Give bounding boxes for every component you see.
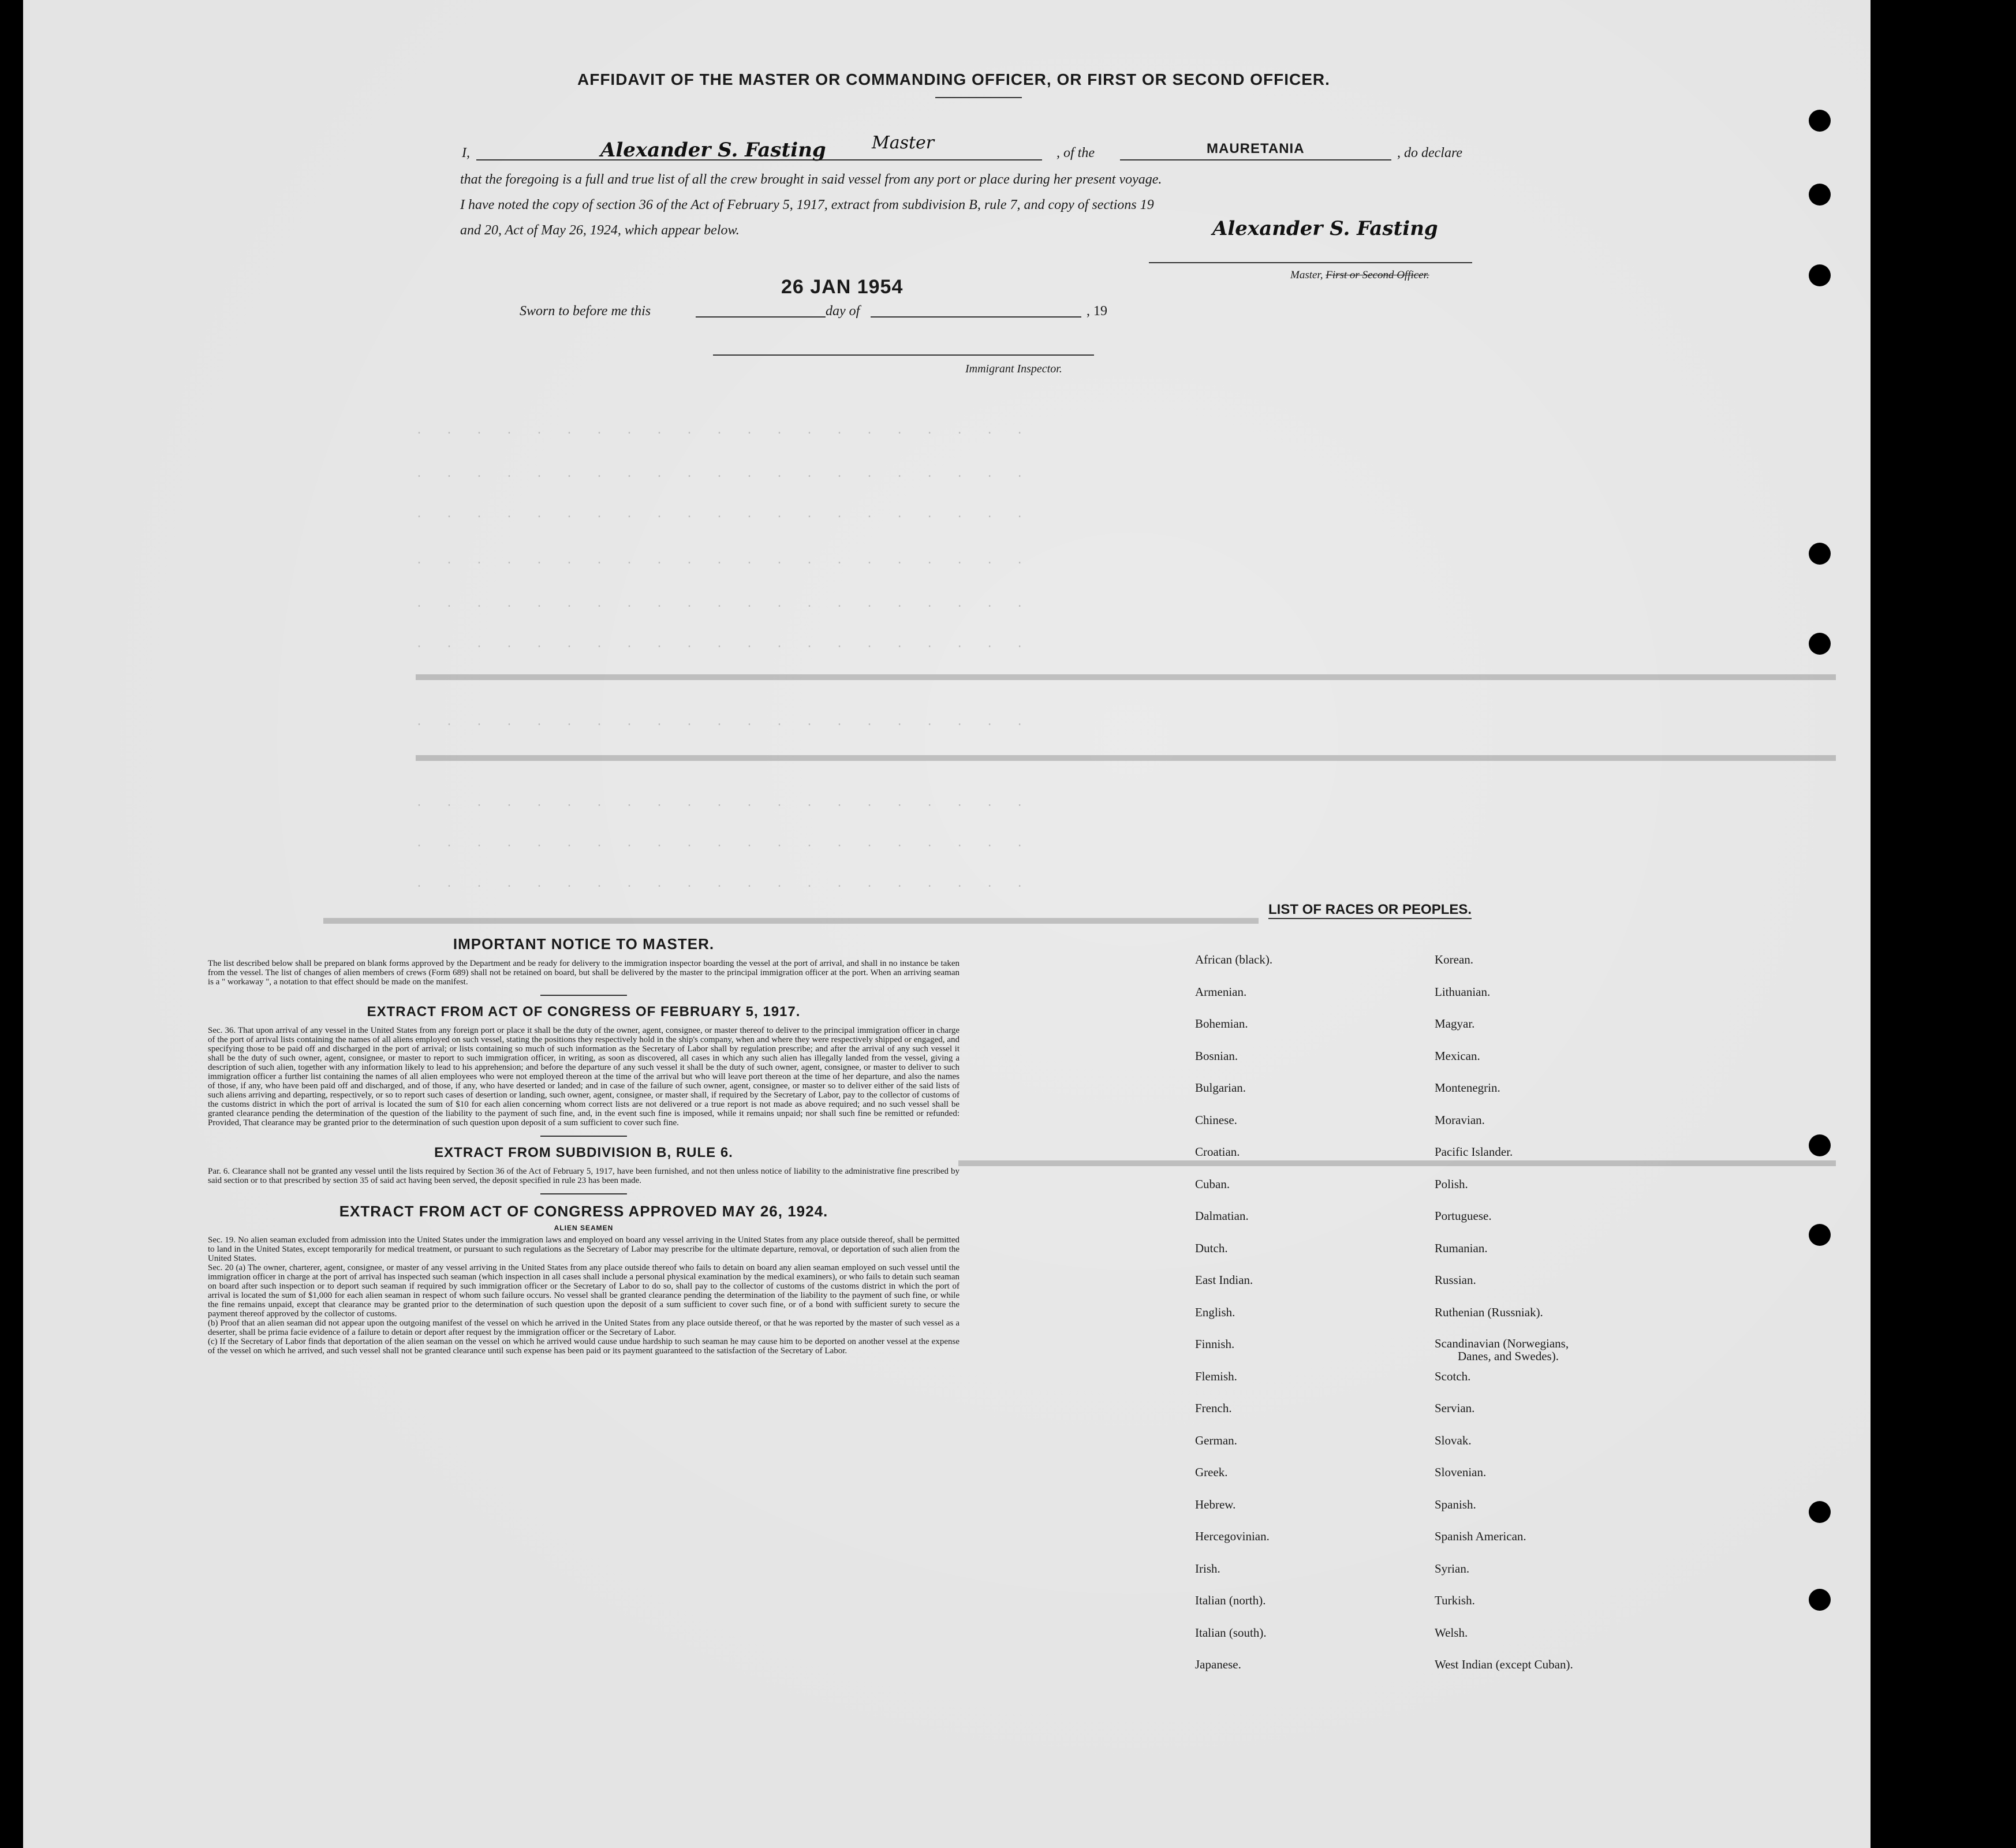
punch-hole [1809, 110, 1831, 132]
master-title-handwritten: Master [872, 133, 935, 153]
subdivision-b-body: Par. 6. Clearance shall not be granted any vessel until the lists required by Section 36 of the Act of February 5, 1917, have been furnished, and not then unless notice of liability to the administrative fine prescribed by said section or to that prescribed by section 35 of said act having been served, the deposit specified in rule 23 has been made. [208, 1167, 960, 1185]
race-item: Korean. [1435, 953, 1474, 966]
race-item: Montenegrin. [1435, 1081, 1500, 1095]
race-item: Bosnian. [1195, 1048, 1238, 1063]
race-item-line: Danes, and Swedes). [1458, 1349, 1559, 1363]
affidavit-line-1: that the foregoing is a full and true list of all the crew brought in said vessel from any port or place during her present voyage. [460, 172, 1162, 187]
punch-hole [1809, 264, 1831, 286]
race-item: English. [1195, 1305, 1235, 1319]
extract-1924-heading: EXTRACT FROM ACT OF CONGRESS APPROVED MAY 26, 1924. [339, 1203, 828, 1220]
extract-1924-sec20b: (b) Proof that an alien seaman did not appear upon the outgoing manifest of the vessel on which he arrived in the United States from any place outside thereof, or that he was reported by the master of such vessel as a deserter, shall be prima facie evidence of a failure to detain or deport after request by the immigration officer or the Secretary of Labor. [208, 1319, 960, 1337]
master-officer-caption [1290, 269, 1429, 282]
race-item: Bulgarian. [1195, 1081, 1246, 1095]
race-item: Italian (north). [1195, 1593, 1266, 1607]
race-item: West Indian (except Cuban). [1435, 1657, 1573, 1671]
race-item: Italian (south). [1195, 1625, 1267, 1640]
bleed-through-text: . . . . . . . . . . . . . . . . . . . . . [416, 716, 1032, 729]
race-item: Russian. [1435, 1273, 1476, 1287]
race-item: Chinese. [1195, 1112, 1237, 1127]
master-signature-bottom: Alexander S. Fasting [1212, 217, 1438, 240]
extract-1917-body: Sec. 36. That upon arrival of any vessel in the United States from any foreign port or place it shall be the duty of the owner, agent, consignee, or master thereof to deliver to the principal immigration officer in charge of the port of arrival lists containing the names of all aliens employed on such vessel, stating the positions they respectively hold in the ship's company, when and where they were respectively shipped or engaged, and specifying those to be paid off and discharged in the port of arrival; or lists containing so much of such information as the Secretary of Labor shall by regulation prescribe; and after the arrival of any such vessel it shall be the duty of such owner, agent, consignee, or master to report to such immigration officer, in writing, as soon as discovered, all cases in which any such alien has illegally landed from the vessel, giving a description of such alien, together with any information likely to lead to his apprehension; and before the departure of any such vessel it shall be the duty of such owner, agent, consignee, or master to deliver to such immigration officer a further list containing the names of all alien employees who were not employed thereon at the time of the arrival but who will leave port thereon at the time of her departure, and also the names of those, if any, who have been paid off and discharged, and of those, if any, who have deserted or landed; and in case of the failure of such owner, agent, consignee, or master so to deliver either of the said lists of such aliens arriving and departing, respectively, or so to report such cases of desertion or landing, such owner, agent, consignee, or master shall, if required by the Secretary of Labor, pay to the collector of customs of the customs district in which the port of arrival is located the sum of $10 for each alien concerning whom correct lists are not delivered or a true report is not made as above required; and no such vessel shall be granted clearance pending the determination of the question of the liability to the payment of such fine, and, in the event such fine is imposed, while it remains unpaid; nor shall such fine be remitted or refunded: Provided, That clearance may be granted prior to the determination of such question upon deposit of a sum sufficient to cover such fine. [208, 1026, 960, 1128]
race-item: Polish. [1435, 1177, 1468, 1191]
punch-hole [1809, 1589, 1831, 1611]
race-item: Welsh. [1435, 1625, 1468, 1640]
bleed-through-text: . . . . . . . . . . . . . . . . . . . . . [416, 424, 1032, 438]
race-item: Croatian. [1195, 1145, 1240, 1159]
punch-hole [1809, 184, 1831, 206]
race-item: French. [1195, 1401, 1232, 1415]
race-item: Lithuanian. [1435, 984, 1491, 999]
of-the-text: , of the [1056, 145, 1095, 160]
declaration-lead: I, [462, 145, 470, 160]
vessel-name: MAURETANIA [1207, 141, 1305, 156]
races-heading: LIST OF RACES OR PEOPLES. [1268, 902, 1472, 919]
bleed-through-text: . . . . . . . . . . . . . . . . . . . . . [416, 468, 1032, 481]
day-of-text: day of [826, 304, 860, 319]
race-item: Finnish. [1195, 1337, 1235, 1351]
sworn-month-line [871, 316, 1081, 318]
race-item: Armenian. [1195, 984, 1247, 999]
race-item: Mexican. [1435, 1048, 1480, 1063]
bleed-through-text: . . . . . . . . . . . . . . . . . . . . . [416, 508, 1032, 521]
sworn-text: Sworn to before me this [520, 304, 651, 319]
master-signature-top: Alexander S. Fasting [600, 139, 826, 162]
race-item: Syrian. [1435, 1561, 1470, 1576]
bleed-through-text: . . . . . . . . . . . . . . . . . . . . . [416, 554, 1032, 568]
section-rule [540, 1193, 627, 1194]
race-item: Moravian. [1435, 1112, 1485, 1127]
extract-1924-sec20a: Sec. 20 (a) The owner, charterer, agent, consignee, or master of any vessel arriving in the United States from any place outside thereof who fails to detain on board any alien seaman employed on such vessel until the immigration officer in charge at the port of arrival has inspected such seaman (which inspection in all cases shall include a personal physical examination by the medical examiners), or who fails to detain such seaman on board after such inspection or to deport such seaman if required by such immigration officer or the Secretary of Labor to do so, shall pay to the collector of customs of the customs district in which the port of arrival is located the sum of $1,000 for each alien seaman in respect of whom such failure occurs. No vessel shall be granted clearance pending the determination of the liability to the payment of such fine, or while the fine remains unpaid, except that clearance may be granted prior to the determination of such question upon the deposit of a sum sufficient to cover such fine, or of a bond with sufficient surety to secure the payment thereof approved by the collector of customs. [208, 1263, 960, 1319]
race-item: Dutch. [1195, 1241, 1228, 1255]
punch-hole [1809, 1224, 1831, 1246]
races-column-left [1195, 953, 1272, 1690]
sworn-day-line [696, 316, 826, 318]
race-item: Hebrew. [1195, 1497, 1236, 1511]
affidavit-title: AFFIDAVIT OF THE MASTER OR COMMANDING OFFICER, OR FIRST OR SECOND OFFICER. [577, 70, 1330, 88]
bleed-through-text: . . . . . . . . . . . . . . . . . . . . . [416, 878, 1032, 891]
sworn-date-stamp: 26 JAN 1954 [781, 276, 904, 298]
races-column-right [1435, 953, 1573, 1690]
affidavit-line-3: and 20, Act of May 26, 1924, which appear below. [460, 223, 740, 238]
year-prefix: , 19 [1087, 304, 1107, 319]
inspector-caption: Immigrant Inspector. [965, 363, 1062, 375]
race-item: Greek. [1195, 1465, 1228, 1479]
race-item: African (black). [1195, 953, 1273, 966]
race-item: German. [1195, 1433, 1237, 1447]
caption-master: Master, [1290, 269, 1323, 281]
alien-seamen-subheading: ALIEN SEAMEN [554, 1224, 614, 1232]
bleed-through-text: . . . . . . . . . . . . . . . . . . . . . [416, 638, 1032, 651]
race-item: Dalmatian. [1195, 1209, 1249, 1223]
race-item: Irish. [1195, 1561, 1220, 1576]
race-item: Servian. [1435, 1401, 1475, 1415]
form-sheet [23, 0, 1871, 1848]
race-item: East Indian. [1195, 1273, 1253, 1287]
race-item: Portuguese. [1435, 1209, 1492, 1223]
race-item: Ruthenian (Russniak). [1435, 1305, 1543, 1319]
affidavit-line-2: I have noted the copy of section 36 of the Act of February 5, 1917, extract from subdivision B, rule 7, and copy of sections 19 [460, 197, 1154, 212]
master-signature-line [1149, 262, 1472, 263]
race-item: Magyar. [1435, 1017, 1475, 1031]
extract-1917-heading: EXTRACT FROM ACT OF CONGRESS OF FEBRUARY 5, 1917. [367, 1004, 801, 1020]
bleed-through-text: . . . . . . . . . . . . . . . . . . . . . [416, 837, 1032, 850]
extract-1924-sec19: Sec. 19. No alien seaman excluded from admission into the United States under the immigration laws and employed on board any vessel arriving in the United States from any place outside thereof, shall be permitted to land in the United States, except temporarily for medical treatment, or pursuant to such regulations as the Secretary of Labor may prescribe for the ultimate departure, removal, or deportation of such alien from the United States. [208, 1235, 960, 1263]
bleed-through-text: . . . . . . . . . . . . . . . . . . . . . [416, 797, 1032, 810]
title-rule [935, 97, 1022, 98]
race-item: Flemish. [1195, 1369, 1237, 1383]
bleed-through-bar [416, 755, 1836, 761]
race-item: Scotch. [1435, 1369, 1471, 1383]
race-item: Spanish American. [1435, 1529, 1526, 1543]
race-item: Bohemian. [1195, 1017, 1248, 1031]
punch-hole [1809, 543, 1831, 565]
subdivision-b-heading: EXTRACT FROM SUBDIVISION B, RULE 6. [434, 1145, 733, 1160]
bleed-through-bar [323, 918, 1259, 924]
race-item: Hercegovinian. [1195, 1529, 1270, 1543]
inspector-signature-line [713, 354, 1094, 356]
extract-1924-sec20c: (c) If the Secretary of Labor finds that deportation of the alien seaman on the vessel on which he arrived would cause undue hardship to such seaman he may cause him to be deported on another vessel at the expense of the vessel on which he arrived, and such vessel shall not be granted clearance until such expense has been paid or its payment guaranteed to the satisfaction of the Secretary of Labor. [208, 1337, 960, 1356]
bleed-through-text: . . . . . . . . . . . . . . . . . . . . . [416, 598, 1032, 611]
punch-hole [1809, 1134, 1831, 1156]
punch-hole [1809, 1501, 1831, 1523]
do-declare-text: , do declare [1397, 145, 1463, 160]
bleed-through-bar [416, 674, 1836, 680]
bleed-through-bar [958, 1160, 1836, 1166]
race-item: Japanese. [1195, 1657, 1241, 1671]
notices-column [208, 935, 960, 1356]
notice-body: The list described below shall be prepared on blank forms approved by the Department and be ready for delivery to the immigration inspector boarding the vessel at the port of arrival, and shall in no instance be taken from the vessel. The list of changes of alien members of crews (Form 689) shall not be retained on board, but shall be delivered by the master to the principal immigration officer at the port. When an arriving seaman is a " workaway ", a notation to that effect should be made on the manifest. [208, 959, 960, 987]
punch-hole [1809, 633, 1831, 655]
race-item: Rumanian. [1435, 1241, 1488, 1255]
race-item-line: Scandinavian (Norwegians, [1435, 1336, 1569, 1350]
race-item: Spanish. [1435, 1497, 1476, 1511]
caption-struck: First or Second Officer. [1326, 269, 1429, 281]
notice-heading: IMPORTANT NOTICE TO MASTER. [453, 935, 715, 953]
race-item: Pacific Islander. [1435, 1145, 1513, 1159]
race-item: Turkish. [1435, 1593, 1475, 1607]
race-item: Cuban. [1195, 1177, 1230, 1191]
section-rule [540, 1136, 627, 1137]
race-item: Slovak. [1435, 1433, 1472, 1447]
vessel-name-line [1120, 159, 1391, 160]
race-item: Slovenian. [1435, 1465, 1487, 1479]
race-item [1435, 1337, 1573, 1369]
section-rule [540, 995, 627, 996]
